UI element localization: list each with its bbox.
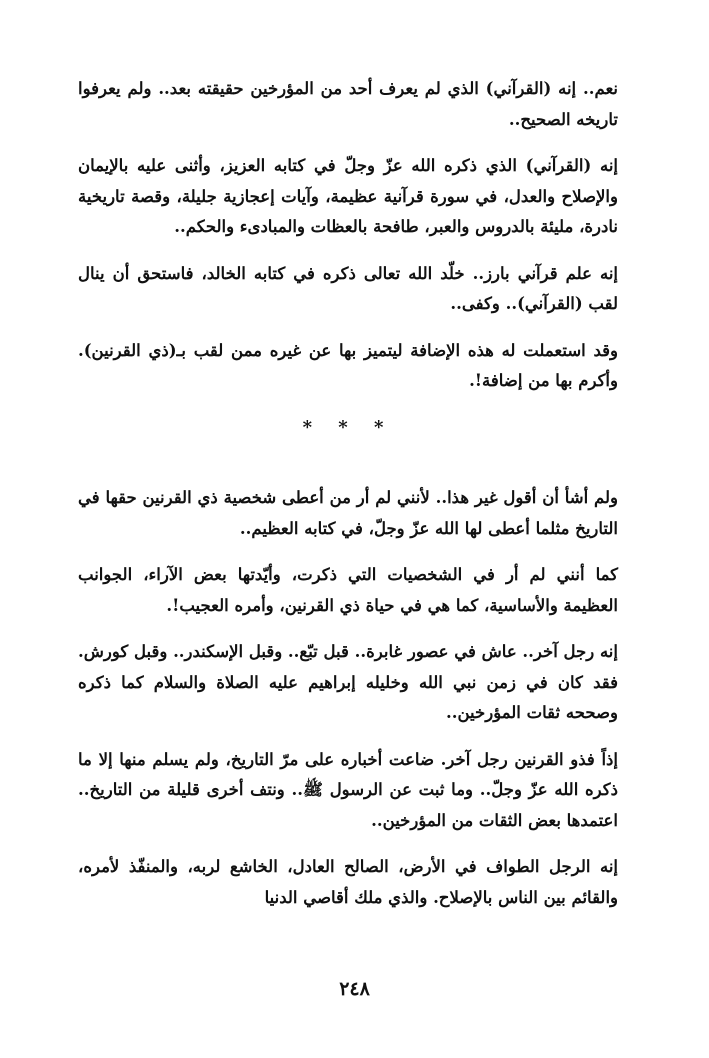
paragraph-8: إذاً فذو القرنين رجل آخر. ضاعت أخباره على مرّ التاريخ، ولم يسلم منها إلا ما ذكره الله عزّ وجلّ.. وما ثبت عن الرسول ﷺ.. ونتف أخرى قليلة من التاريخ.. اعتمدها بعض الثقات من المؤرخين.. <box>78 749 618 830</box>
paragraph-4: وقد استعملت له هذه الإضافة ليتميز بها عن غيره ممن لقب بـ(ذي القرنين). وأكرم بها من إضافة!. <box>78 340 618 390</box>
page-number: ٢٤٨ <box>339 978 370 1000</box>
paragraph-1: نعم.. إنه (القرآني) الذي لم يعرف أحد من المؤرخين حقيقته بعد.. ولم يعرفوا تاريخه الصحيح.. <box>78 79 618 129</box>
section-separator: * * * <box>302 416 394 438</box>
page-body <box>78 74 618 929</box>
paragraph-2: إنه (القرآني) الذي ذكره الله عزّ وجلّ في كتابه العزيز، وأثنى عليه بالإيمان والإصلاح والعدل، في سورة قرآنية عظيمة، وآيات إعجازية جليلة، وقصة تاريخية نادرة، مليئة بالدروس والعبر، طافحة بالعظات والمبادىء والحكم.. <box>78 156 618 236</box>
paragraph-6: كما أنني لم أر في الشخصيات التي ذكرت، وأيّدتها بعض الآراء، الجوانب العظيمة والأساسية، كما هي في حياة ذي القرنين، وأمره العجيب!. <box>78 565 618 615</box>
paragraph-7: إنه رجل آخر.. عاش في عصور غابرة.. قبل تبّع.. وقبل الإسكندر.. وقبل كورش. فقد كان في زمن نبي الله وخليله إبراهيم عليه الصلاة والسلام كما ذكره وصححه ثقات المؤرخين.. <box>78 642 618 722</box>
paragraph-9: إنه الرجل الطواف في الأرض، الصالح العادل، الخاشع لربه، والمنفّذ لأمره، والقائم بين الناس بالإصلاح. والذي ملك أقاصي الدنيا <box>78 857 619 907</box>
paragraph-3: إنه علم قرآني بارز.. خلّد الله تعالى ذكره في كتابه الخالد، فاستحق أن ينال لقب (القرآني).. وكفى.. <box>78 263 618 313</box>
paragraph-5: ولم أشأ أن أقول غير هذا.. لأنني لم أر من أعطى شخصية ذي القرنين حقها في التاريخ مثلما أعطى لها الله عزّ وجلّ، في كتابه العظيم.. <box>78 488 618 538</box>
